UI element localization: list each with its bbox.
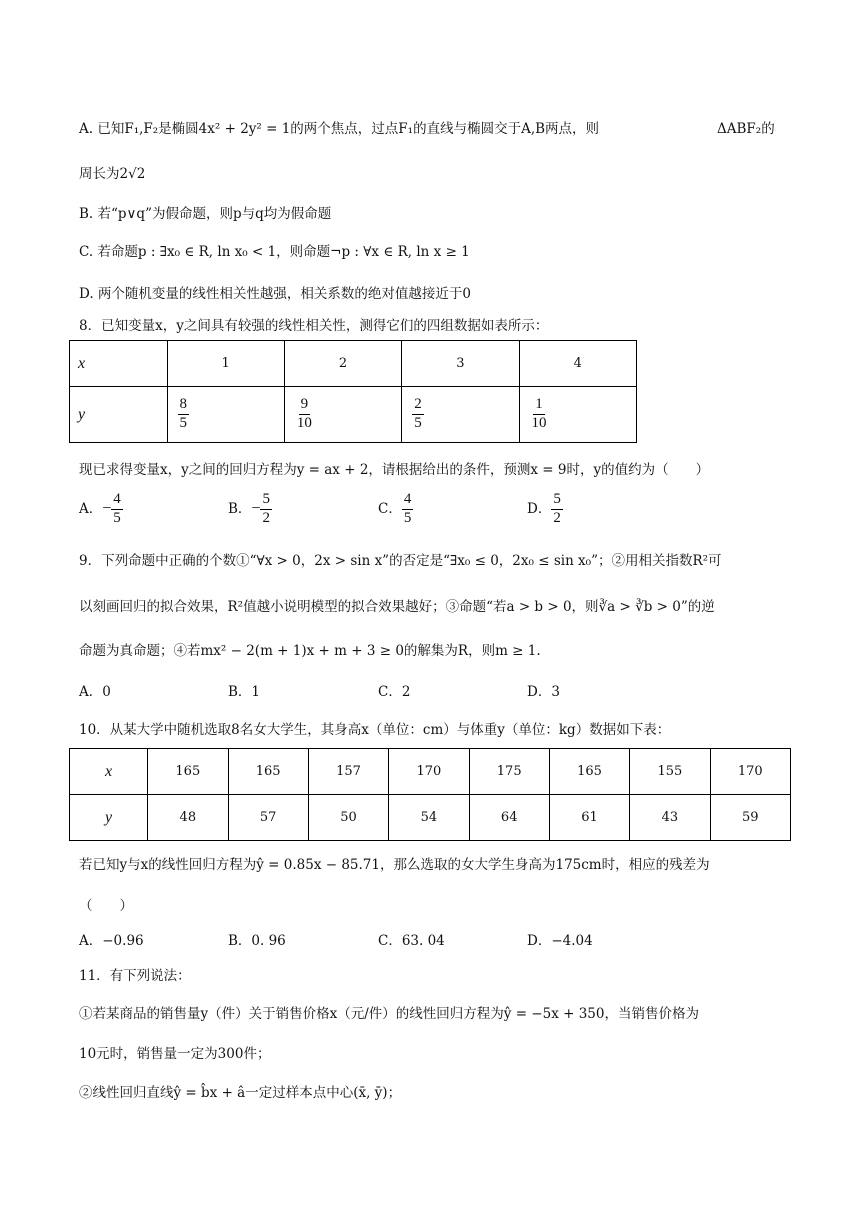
q7-option-a-line2: 周长为2√2: [79, 166, 146, 182]
q10-option-a: A．−0.96: [79, 933, 144, 949]
q9-line1: 9．下列命题中正确的个数①“∀x > 0，2x > sin x”的否定是“∃x₀ ≤ 0，2x₀ ≤ sin x₀”；②用相关指数R²可: [79, 553, 722, 569]
q9-option-d: D．3: [527, 684, 560, 700]
q9-line2: 以刻画回归的拟合效果，R²值越小说明模型的拟合效果越好；③命题“若a > b > 0，则∛a > ∛b > 0”的逆: [79, 599, 715, 615]
q7-option-c: C. 若命题p : ∃x₀ ∈ R, ln x₀ < 1，则命题¬p : ∀x ∈ R, ln x ≥ 1: [79, 244, 470, 260]
q9-option-b: B．1: [228, 684, 261, 700]
q10-x-header: x: [70, 749, 148, 795]
q11-stem: 11．有下列说法：: [79, 968, 191, 984]
q9-line3: 命题为真命题；④若mx² − 2(m + 1)x + m + 3 ≥ 0的解集为R，则m ≥ 1.: [79, 643, 541, 659]
q8-y-header: y: [70, 387, 168, 443]
q7-option-a-line1-end: ΔABF₂的: [717, 121, 775, 137]
q11-statement-2: ②线性回归直线ŷ = b̂x + â一定过样本点中心(x̄, ȳ)；: [79, 1085, 402, 1101]
q8-option-b: B．− $\frac{5}{2}$: [228, 491, 270, 526]
q7-option-a-line1: A. 已知F₁,F₂是椭圆4x² + 2y² = 1的两个焦点，过点F₁的直线与椭圆交于A,B两点，则: [79, 121, 600, 137]
q8-x-cell: 1: [167, 341, 284, 387]
q10-x-cell: 155: [630, 749, 710, 795]
q8-x-cell: 4: [519, 341, 636, 387]
q8-y-cell: $\frac{2}{5}$: [402, 387, 519, 443]
q10-data-table: [69, 748, 791, 841]
q10-stem: 10．从某大学中随机选取8名女大学生，其身高x（单位：cm）与体重y（单位：kg）数据如下表：: [79, 722, 671, 738]
q10-y-header: y: [70, 795, 148, 841]
q10-x-cell: 165: [148, 749, 228, 795]
q10-y-cell: 54: [389, 795, 469, 841]
q10-x-cell: 165: [228, 749, 308, 795]
q11-statement-1-line1: ①若某商品的销售量y（件）关于销售价格x（元/件）的线性回归方程为ŷ = −5x + 350，当销售价格为: [79, 1006, 699, 1022]
q8-x-header: x: [70, 341, 168, 387]
q7-option-d: D. 两个随机变量的线性相关性越强，相关系数的绝对值越接近于0: [79, 286, 472, 302]
q8-stem: 8．已知变量x，y之间具有较强的线性相关性，测得它们的四组数据如表所示：: [79, 318, 549, 334]
q8-y-cell: $\frac{9}{10}$: [284, 387, 401, 443]
q10-question-line2: （ ）: [79, 898, 133, 914]
q10-option-d: D．−4.04: [527, 933, 593, 949]
q7-option-b: B. 若“p∨q”为假命题，则p与q均为假命题: [79, 206, 332, 222]
q8-question: 现已求得变量x，y之间的回归方程为y = ax + 2，请根据给出的条件，预测x = 9时，y的值约为（ ）: [79, 462, 710, 478]
q10-option-c: C．63. 04: [378, 933, 445, 949]
q10-x-cell: 175: [469, 749, 549, 795]
q10-option-b: B．0. 96: [228, 933, 286, 949]
q8-x-cell: 3: [402, 341, 519, 387]
q10-y-cell: 61: [549, 795, 629, 841]
q10-y-cell: 48: [148, 795, 228, 841]
q10-y-cell: 57: [228, 795, 308, 841]
q8-option-c: C． $\frac{4}{5}$: [378, 491, 412, 526]
q8-option-a: A．− $\frac{4}{5}$: [79, 491, 121, 526]
q10-x-cell: 170: [389, 749, 469, 795]
q10-y-cell: 50: [308, 795, 388, 841]
q10-x-cell: 157: [308, 749, 388, 795]
q8-x-cell: 2: [284, 341, 401, 387]
q10-y-cell: 43: [630, 795, 710, 841]
q11-statement-1-line2: 10元时，销售量一定为300件；: [79, 1046, 271, 1062]
q10-y-cell: 64: [469, 795, 549, 841]
q8-option-d: D． $\frac{5}{2}$: [527, 491, 561, 526]
q10-x-cell: 165: [549, 749, 629, 795]
q9-option-c: C．2: [378, 684, 411, 700]
q8-y-cell: $\frac{8}{5}$: [167, 387, 284, 443]
q10-y-cell: 59: [710, 795, 790, 841]
q10-question-line1: 若已知y与x的线性回归方程为ŷ = 0.85x − 85.71，那么选取的女大学生身高为175cm时，相应的残差为: [79, 857, 710, 873]
q10-x-cell: 170: [710, 749, 790, 795]
q8-y-cell: $\frac{1}{10}$: [519, 387, 636, 443]
q8-data-table: [69, 340, 637, 443]
q9-option-a: A．0: [79, 684, 111, 700]
